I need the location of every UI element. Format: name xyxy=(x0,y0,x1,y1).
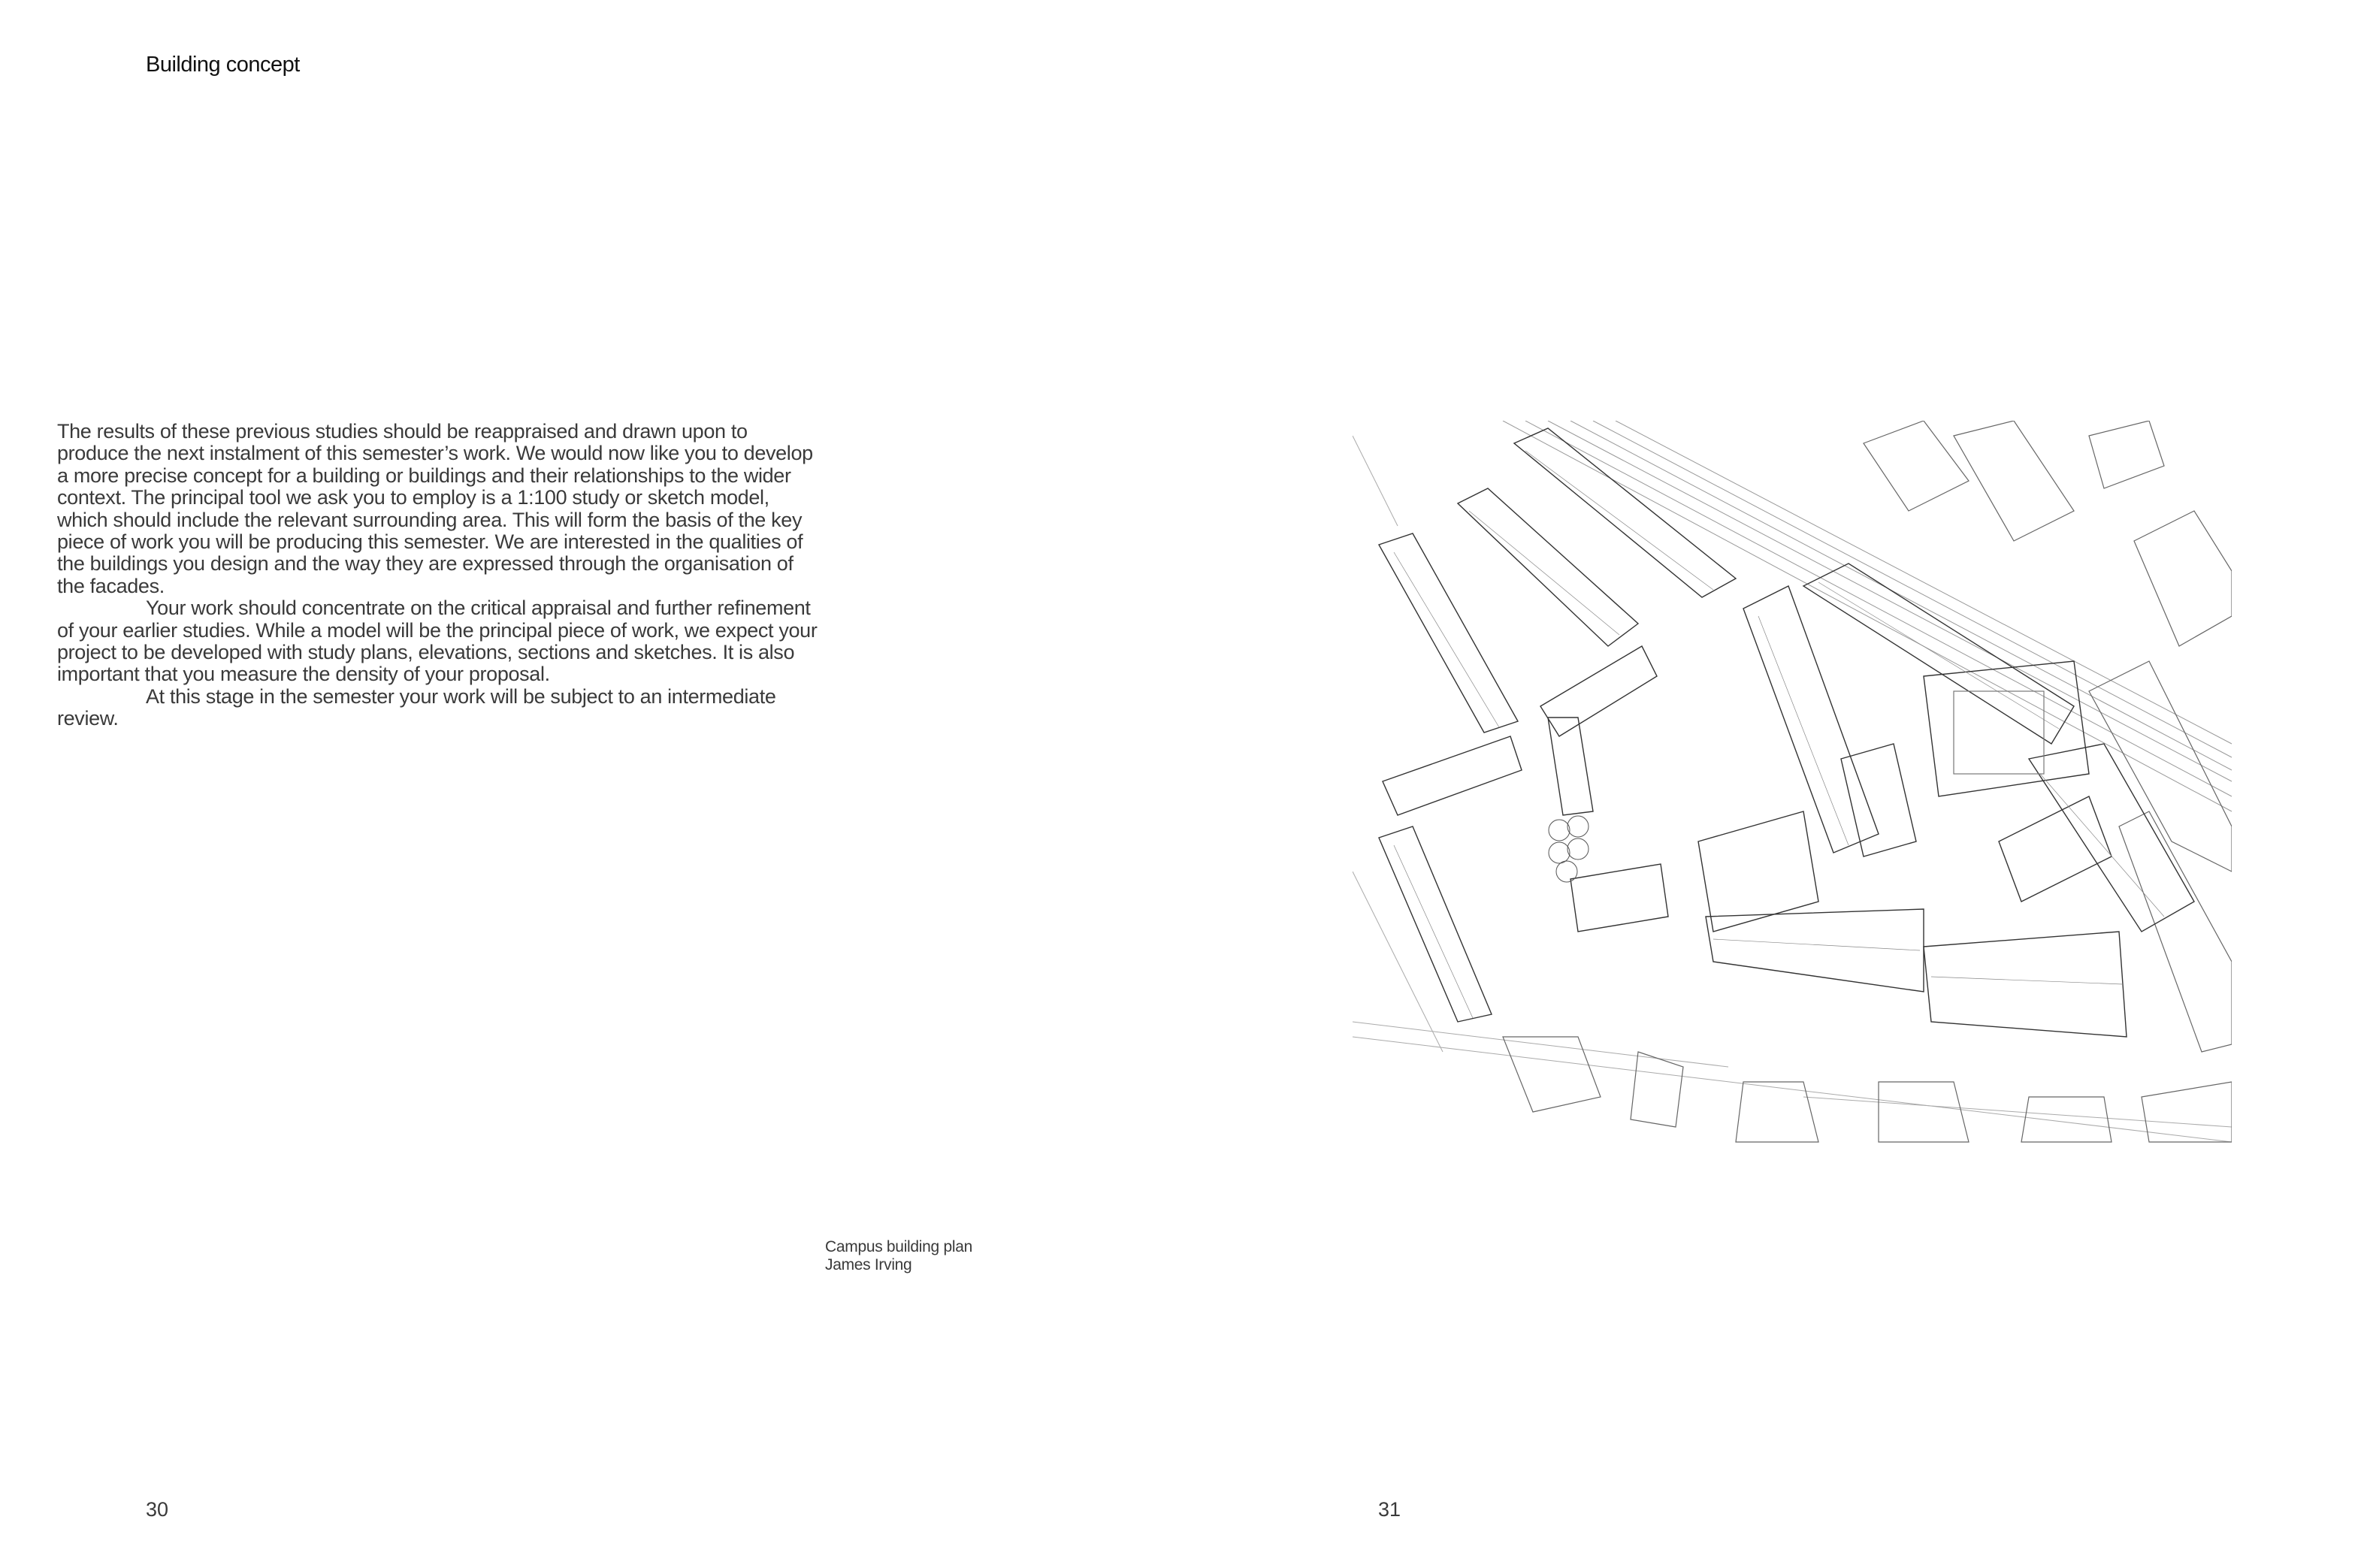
section-title: Building concept xyxy=(146,53,300,77)
street-lines xyxy=(1353,436,2232,1142)
body-text xyxy=(57,421,824,730)
plan-hatching xyxy=(1394,451,2164,1018)
page-number-right: 31 xyxy=(1378,1498,1401,1521)
tree-circles xyxy=(1549,816,1589,882)
paragraph-3: At this stage in the semester your work will be subject to an intermediate review. xyxy=(57,684,776,730)
campus-buildings xyxy=(1698,563,2194,1037)
paragraph-2: Your work should concentrate on the critical appraisal and further refinement of your earlier studies. While a model will be the principal piece of work, we expect your project to be developed with study plans, elevations, sections and sketches. It is also important that you measure the density of your proposal. xyxy=(57,597,818,686)
caption-author: James Irving xyxy=(825,1256,912,1273)
caption-title: Campus building plan xyxy=(825,1238,972,1255)
figure-caption xyxy=(825,1238,972,1274)
paragraph-1: The results of these previous studies should be reappraised and drawn upon to produce the next instalment of this semester’s work. We would now like you to develop a more precise concept for a building or buildings and their relationships to the wider context. The principal tool we ask you to employ is a 1:100 study or sketch model, which should include the relevant surrounding area. This will form the basis of the key piece of work you will be producing this semester. We are interested in the qualities of the buildings you design and the way they are expressed through the organisation of the facades. xyxy=(57,420,813,597)
page-number-left: 30 xyxy=(146,1498,169,1521)
context-blocks xyxy=(1503,421,2232,1142)
campus-building-plan-drawing xyxy=(1353,421,2232,1150)
